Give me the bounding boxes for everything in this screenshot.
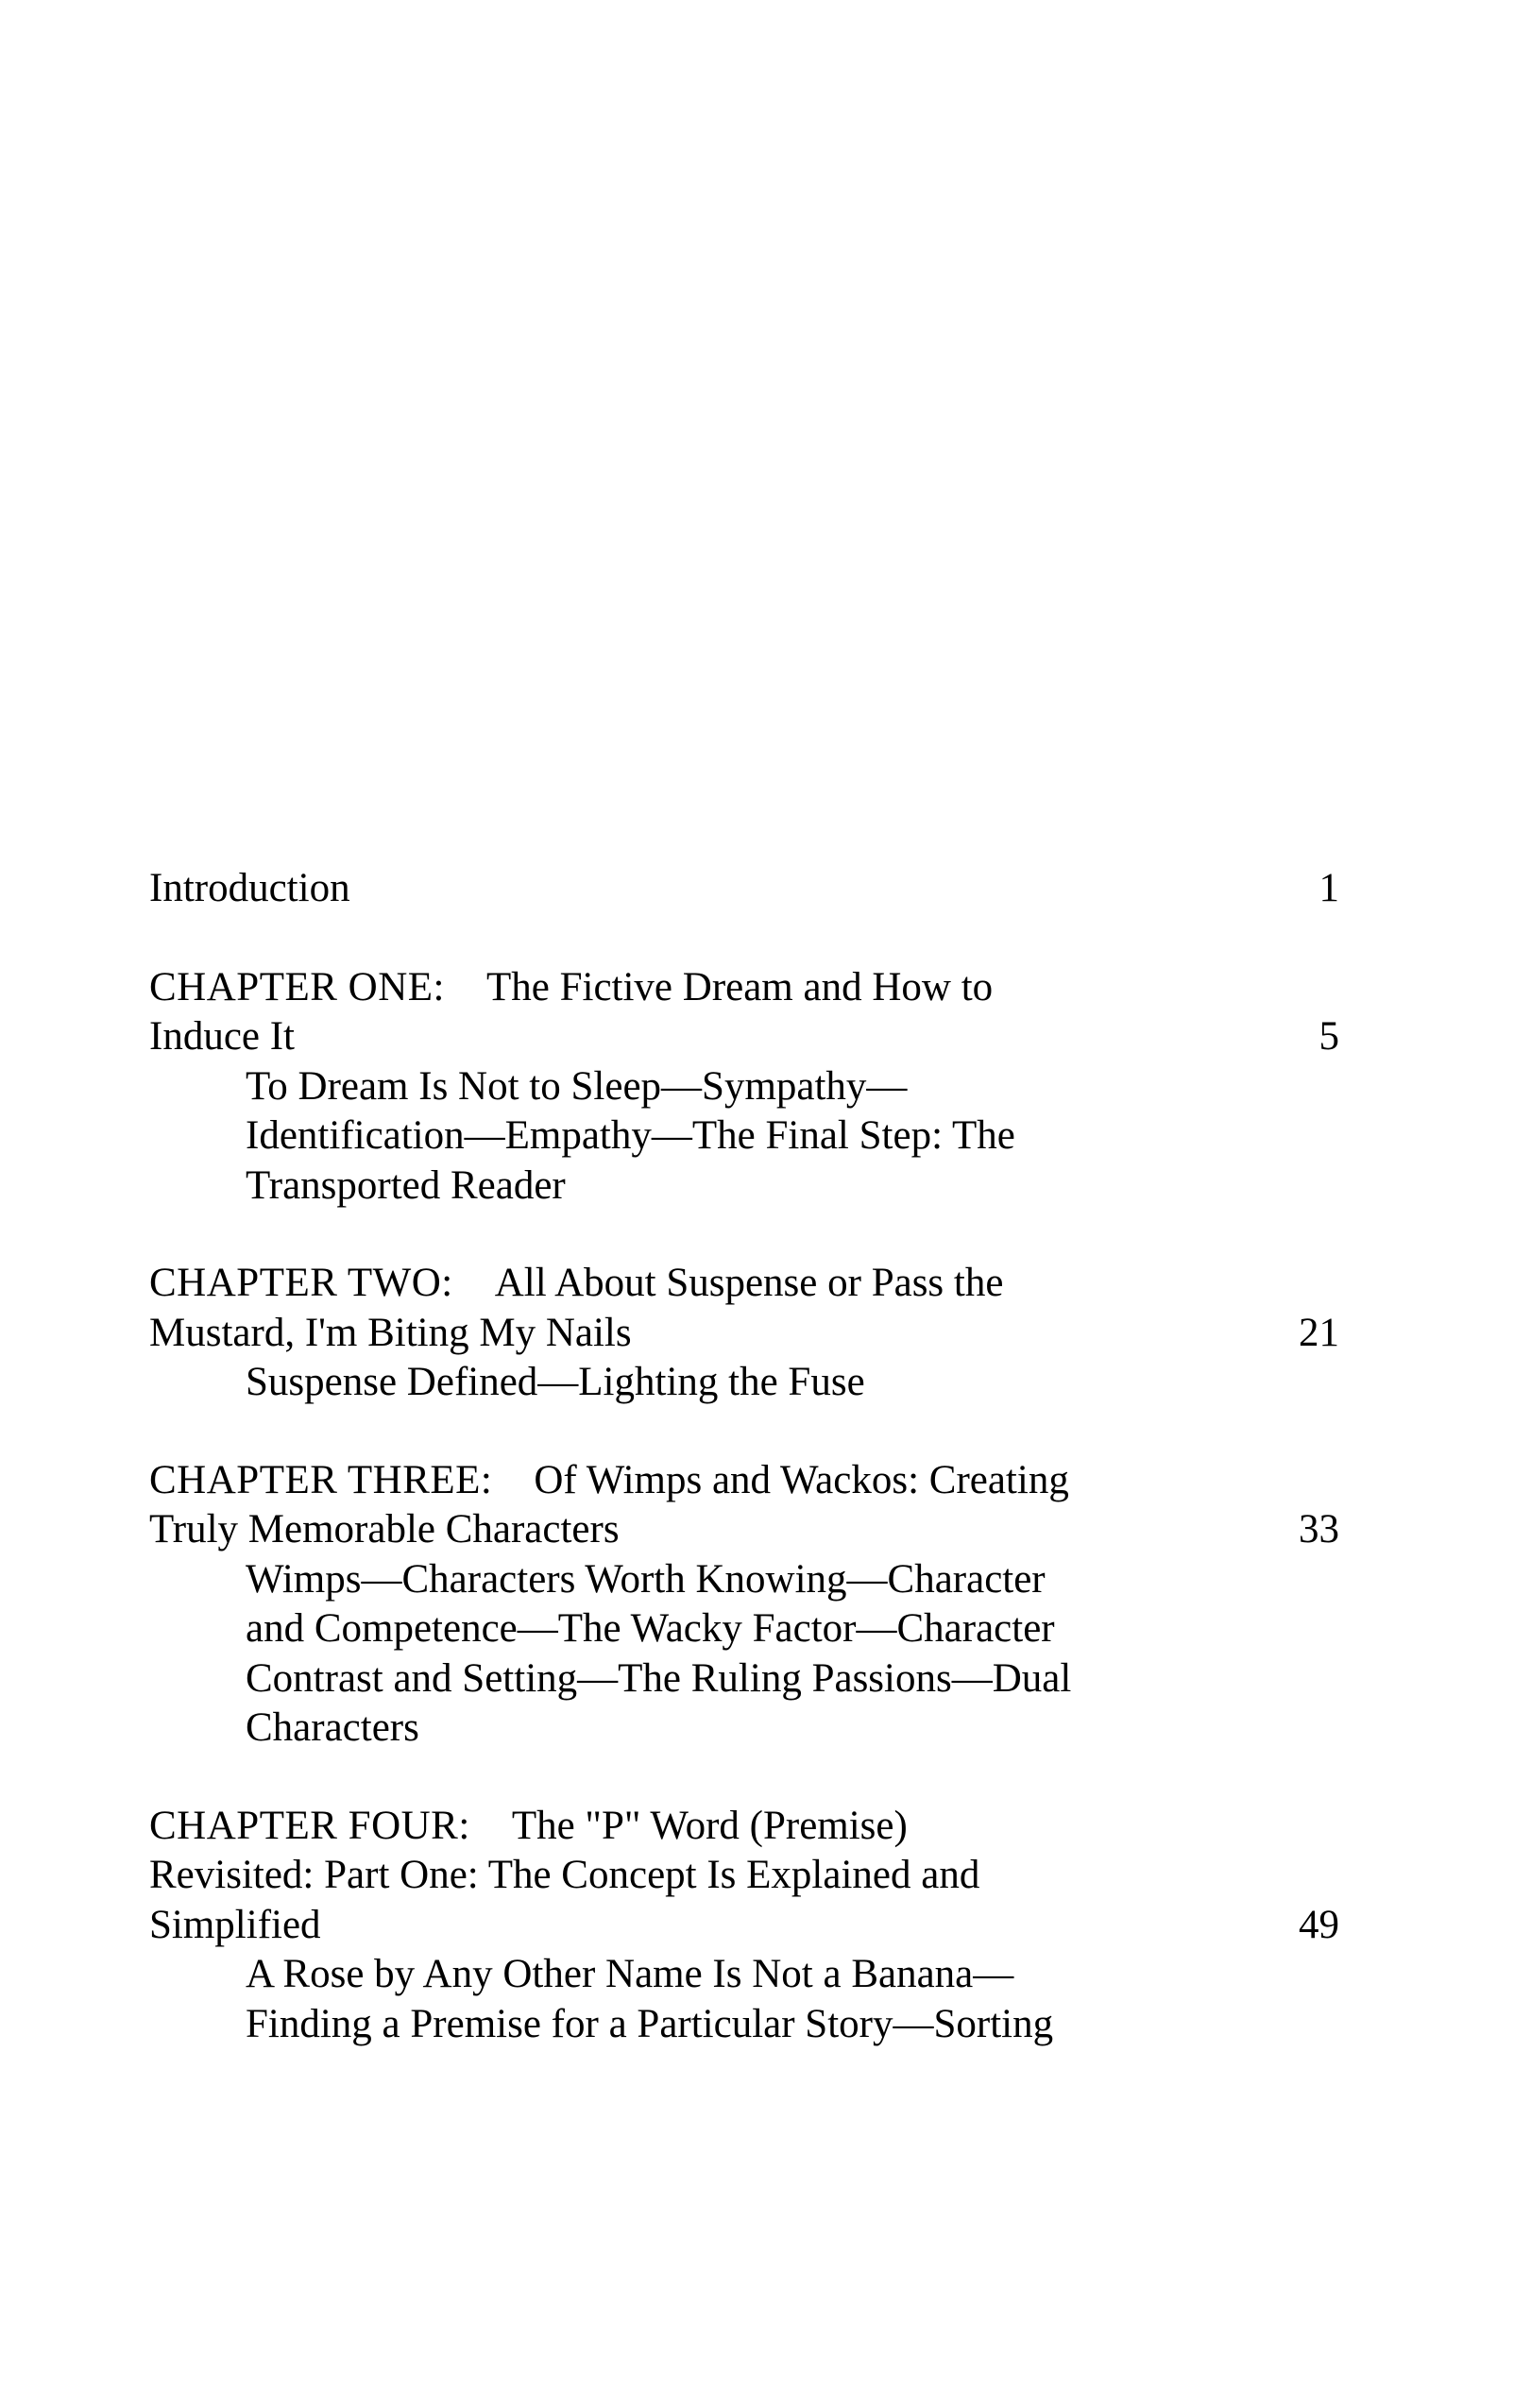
chapter-topics: Transported Reader: [246, 1162, 566, 1208]
introduction-page-number: 1: [1318, 866, 1339, 910]
chapter-topics: Characters: [246, 1705, 419, 1750]
toc-line: [149, 1505, 1339, 1555]
toc-entry-chapter-one: [149, 963, 1339, 1212]
chapter-title: The "P" Word (Premise): [511, 1803, 908, 1848]
toc-line: [149, 864, 1339, 914]
introduction-title: Introduction: [149, 866, 350, 910]
chapter-topics: Finding a Premise for a Particular Story—Sorting: [246, 2001, 1054, 2046]
topic-line: [149, 1062, 1339, 1112]
topic-line: [149, 1950, 1339, 2000]
chapter-page-number: 21: [1299, 1310, 1339, 1355]
chapter-title: Induce It: [149, 1014, 296, 1059]
chapter-topics: To Dream Is Not to Sleep—Sympathy—: [246, 1063, 908, 1109]
chapter-title: Revisited: Part One: The Concept Is Explained and: [149, 1853, 980, 1897]
topic-line: [149, 1162, 1339, 1212]
topic-line: [149, 1654, 1339, 1704]
toc-entry-introduction: [149, 864, 1339, 914]
chapter-label: CHAPTER THREE:: [149, 1457, 493, 1502]
chapter-page-number: 49: [1299, 1902, 1339, 1947]
toc-line: [149, 1456, 1339, 1506]
toc-line: [149, 1901, 1339, 1951]
toc-line: [149, 1012, 1339, 1062]
chapter-topics: A Rose by Any Other Name Is Not a Banana—: [246, 1952, 1014, 1996]
topic-line: [149, 1604, 1339, 1654]
chapter-title: Mustard, I'm Biting My Nails: [149, 1310, 632, 1355]
chapter-topics: Identification—Empathy—The Final Step: The: [246, 1113, 1015, 1158]
chapter-title: Truly Memorable Characters: [149, 1507, 620, 1552]
chapter-topics: Suspense Defined—Lighting the Fuse: [246, 1360, 865, 1404]
chapter-topics: Contrast and Setting—The Ruling Passions—Dual: [246, 1655, 1072, 1701]
chapter-label: CHAPTER ONE:: [149, 964, 445, 1009]
chapter-label: CHAPTER FOUR:: [149, 1803, 470, 1848]
toc-entry-chapter-two: [149, 1259, 1339, 1408]
topic-line: [149, 1111, 1339, 1162]
chapter-title: The Fictive Dream and How to: [485, 964, 994, 1009]
chapter-label: CHAPTER TWO:: [149, 1261, 453, 1305]
toc-line: [149, 1259, 1339, 1309]
topic-line: [149, 1358, 1339, 1408]
chapter-title: All About Suspense or Pass the: [494, 1261, 1004, 1305]
chapter-topics: and Competence—The Wacky Factor—Character: [246, 1606, 1055, 1651]
topic-line: [149, 1555, 1339, 1605]
topic-line: [149, 1704, 1339, 1754]
table-of-contents: [149, 864, 1339, 2097]
toc-line: [149, 1802, 1339, 1852]
chapter-page-number: 5: [1318, 1014, 1339, 1059]
chapter-topics: Wimps—Characters Worth Knowing—Character: [246, 1556, 1046, 1602]
chapter-title: Of Wimps and Wackos: Creating: [534, 1457, 1069, 1502]
chapter-page-number: 33: [1299, 1507, 1339, 1552]
toc-entry-chapter-four: [149, 1802, 1339, 2050]
toc-line: [149, 1851, 1339, 1901]
toc-line: [149, 1309, 1339, 1359]
toc-line: [149, 963, 1339, 1013]
chapter-title: Simplified: [149, 1902, 321, 1947]
toc-entry-chapter-three: [149, 1456, 1339, 1754]
topic-line: [149, 2000, 1339, 2050]
